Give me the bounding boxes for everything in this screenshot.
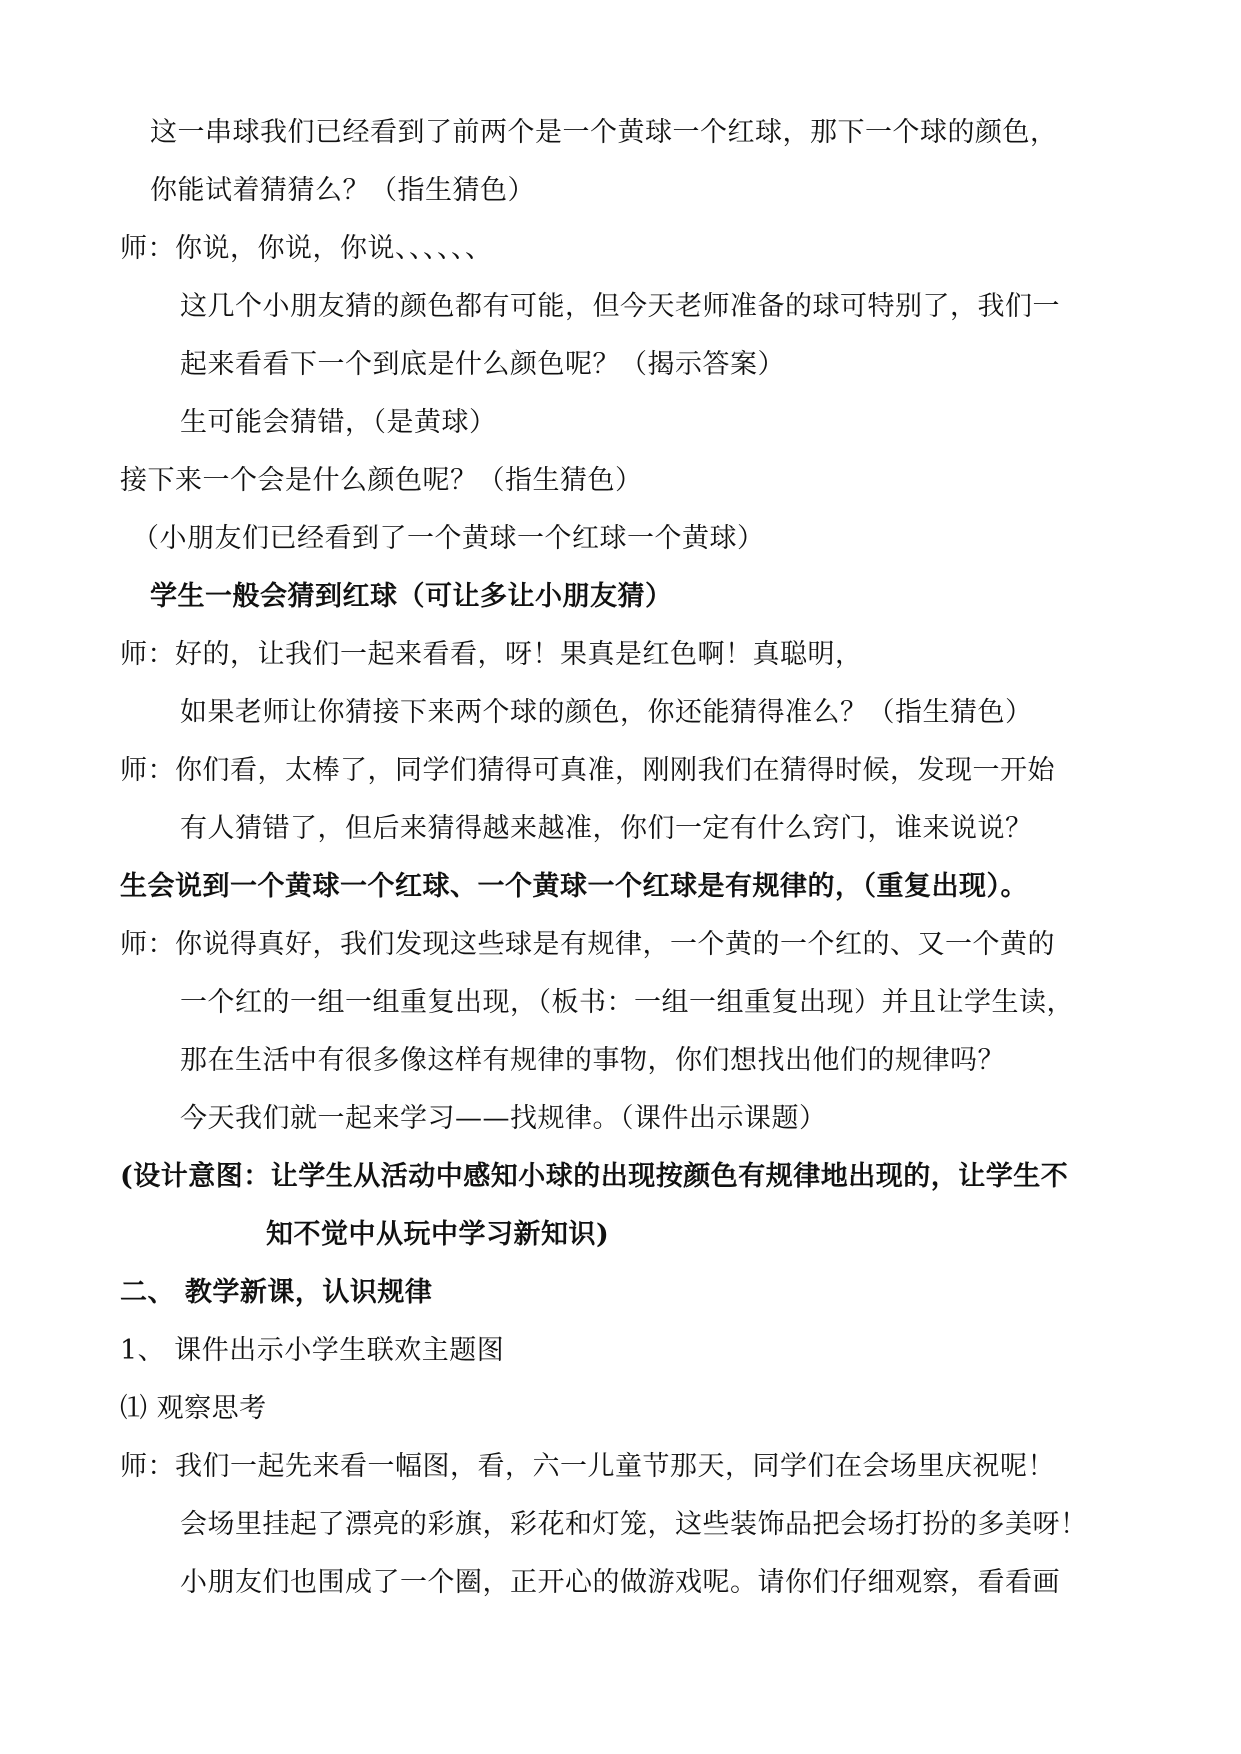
bold-text-line: 生会说到一个黄球一个红球、一个黄球一个红球是有规律的，（重复出现）。 (120, 871, 1028, 902)
text-line: 今天我们就一起来学习——找规律。（课件出示课题） (180, 1103, 827, 1134)
text-line: 师：你说，你说，你说、、、、、、 (120, 233, 493, 264)
design-intent-line: 知不觉中从玩中学习新知识) (266, 1219, 610, 1250)
text-line: 师：好的，让我们一起来看看，呀！果真是红色啊！真聪明， (120, 639, 863, 670)
bold-text-line: 学生一般会猜到红球（可让多让小朋友猜） (150, 581, 673, 612)
text-line: 生可能会猜错，（是黄球） (180, 407, 497, 438)
text-line: （小朋友们已经看到了一个黄球一个红球一个黄球） (132, 523, 765, 554)
text-line: 起来看看下一个到底是什么颜色呢？（揭示答案） (180, 349, 785, 380)
text-line: 如果老师让你猜接下来两个球的颜色，你还能猜得准么？（指生猜色） (180, 697, 1033, 728)
section-heading: 二、 教学新课，认识规律 (120, 1277, 433, 1308)
text-line: 那在生活中有很多像这样有规律的事物，你们想找出他们的规律吗？ (180, 1045, 1005, 1076)
text-line: 这一串球我们已经看到了前两个是一个黄球一个红球，那下一个球的颜色， (150, 117, 1058, 148)
design-intent-line: (设计意图：让学生从活动中感知小球的出现按颜色有规律地出现的，让学生不 (120, 1161, 1069, 1192)
text-line: 接下来一个会是什么颜色呢？（指生猜色） (120, 465, 643, 496)
text-line: 一个红的一组一组重复出现，（板书：一组一组重复出现）并且让学生读， (180, 987, 1074, 1018)
text-line: 小朋友们也围成了一个圈，正开心的做游戏呢。请你们仔细观察，看看画 (180, 1567, 1060, 1598)
subsection-heading: 1、 课件出示小学生联欢主题图 (120, 1335, 505, 1366)
text-line: 师：你们看，太棒了，同学们猜得可真准，刚刚我们在猜得时候，发现一开始 (120, 755, 1055, 786)
text-line: 师：我们一起先来看一幅图，看，六一儿童节那天，同学们在会场里庆祝呢！ (120, 1451, 1055, 1482)
text-line: 会场里挂起了漂亮的彩旗，彩花和灯笼，这些装饰品把会场打扮的多美呀！ (180, 1509, 1088, 1540)
sub-item-heading: ⑴ 观察思考 (120, 1393, 267, 1424)
text-line: 有人猜错了，但后来猜得越来越准，你们一定有什么窍门，谁来说说？ (180, 813, 1033, 844)
text-line: 师：你说得真好，我们发现这些球是有规律，一个黄的一个红的、又一个黄的 (120, 929, 1055, 960)
text-line: 你能试着猜猜么？（指生猜色） (150, 175, 535, 206)
text-line: 这几个小朋友猜的颜色都有可能，但今天老师准备的球可特别了，我们一 (180, 291, 1060, 322)
